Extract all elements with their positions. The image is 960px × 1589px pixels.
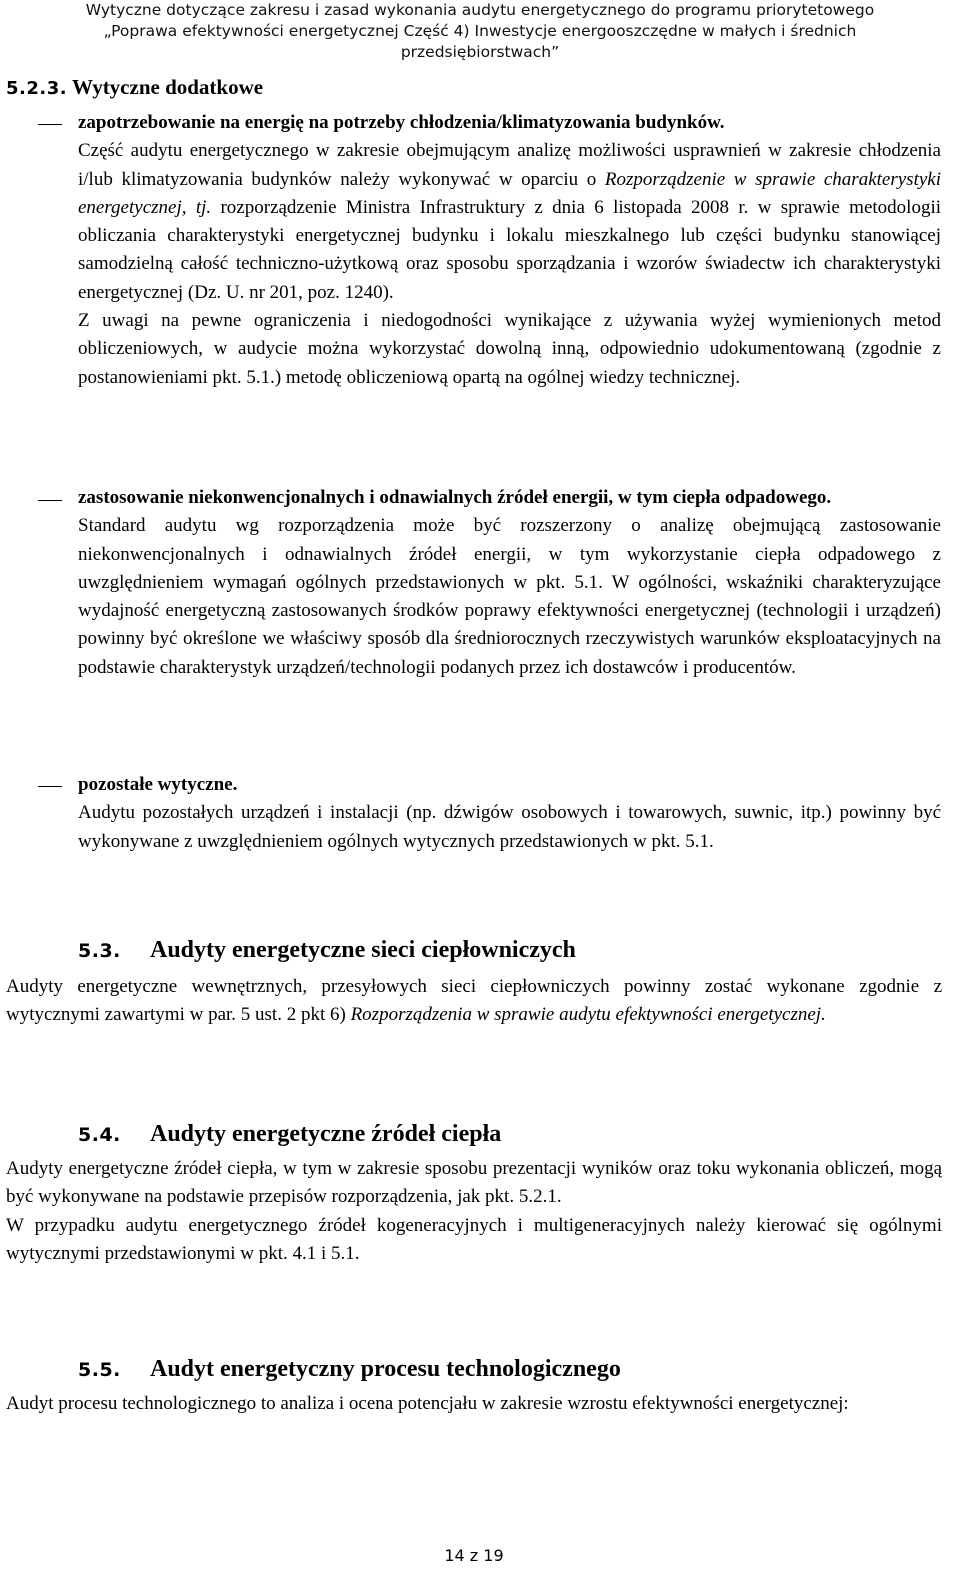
- bullet-dash: [38, 124, 62, 125]
- section-heading-5-4: 5.4. Audyty energetyczne źródeł ciepła: [78, 1121, 502, 1147]
- paragraph: Standard audytu wg rozporządzenia może być rozszerzony o analizę obejmującą zastosowanie niekonwencjonalnych i odnawialnych źródeł energii, w tym wykorzystanie ciepła odpadowego z uwzględnieniem wymagań ogólnych przedstawionych w pkt. 5.1. W ogólności, wskaźniki charakteryzujące wydajność energetyczną zastosowanych środków poprawy efektywności energetycznej (technologii i urządzeń) powinny być określone we właściwy sposób dla średniorocznych rzeczywistych warunków eksploatacyjnych na podstawie charakterystyk urządzeń/technologii podanych przez ich dostawców i producentów.: [78, 515, 941, 678]
- section-5-5-body: [6, 1390, 942, 1418]
- paragraph: Część audytu energetycznego w zakresie obejmującym analizę możliwości usprawnień w zakresie chłodzenia i/lub klimatyzowania budynków należy wykonywać w oparciu o Rozporządzenie w sprawie charakterystyki energetycznej, tj. rozporządzenie Ministra Infrastruktury z dnia 6 listopada 2008 r. w sprawie metodologii obliczania charakterystyki energetycznej budynku i lokalu mieszkalnego lub części budynku stanowiącej samodzielną całość techniczno-użytkową oraz sposobu sporządzania i wzorów świadectw ich charakterystyki energetycznej (Dz. U. nr 201, poz. 1240).: [78, 140, 942, 303]
- item-renewables: [78, 484, 941, 682]
- paragraph: W przypadku audytu energetycznego źródeł kogeneracyjnych i multigeneracyjnych należy kierować się ogólnymi wytycznymi przedstawionymi w pkt. 4.1 i 5.1.: [6, 1214, 942, 1264]
- section-number: 5.2.3.: [6, 78, 68, 99]
- paragraph: Z uwagi na pewne ograniczenia i niedogodności wynikające z używania wyżej wymienionych metod obliczeniowych, w audycie można wykorzystać dowolną inną, odpowiednio udokumentowaną (zgodnie z postanowieniami pkt. 5.1.) metodę obliczeniową opartą na ogólnej wiedzy technicznej.: [78, 310, 941, 388]
- section-heading-5-2-3: [6, 74, 263, 102]
- item-cooling: [78, 109, 941, 392]
- section-heading-5-3: 5.3. Audyty energetyczne sieci ciepłowniczych: [78, 937, 576, 963]
- page-header: [40, 0, 920, 63]
- paragraph: Audyty energetyczne wewnętrznych, przesyłowych sieci ciepłowniczych powinny zostać wykonane zgodnie z wytycznymi zawartymi w par. 5 ust. 2 pkt 6) Rozporządzenia w sprawie audytu efektywności energetycznej.: [6, 976, 942, 1026]
- paragraph: Audyty energetyczne źródeł ciepła, w tym w zakresie sposobu prezentacji wyników oraz toku wykonania obliczeń, mogą być wykonywane na podstawie przepisów rozporządzenia, jak pkt. 5.2.1.: [6, 1158, 942, 1208]
- paragraph: Audyt procesu technologicznego to analiza i ocena potencjału w zakresie wzrostu efektywności energetycznej:: [6, 1393, 849, 1414]
- header-line-3: przedsiębiorstwach”: [400, 43, 560, 61]
- page-number: 14 z 19: [444, 1546, 504, 1565]
- item-title: pozostałe wytyczne.: [78, 774, 238, 795]
- section-5-3-body: [6, 973, 942, 1030]
- item-other: [78, 771, 941, 856]
- section-title: Wytyczne dodatkowe: [71, 75, 264, 99]
- section-heading-5-5: 5.5. Audyt energetyczny procesu technologicznego: [78, 1356, 621, 1382]
- item-title: zastosowanie niekonwencjonalnych i odnawialnych źródeł energii, w tym ciepła odpadowego.: [78, 487, 832, 508]
- bullet-dash: [38, 786, 62, 787]
- section-5-4-body: [6, 1155, 942, 1268]
- header-line-1: Wytyczne dotyczące zakresu i zasad wykonania audytu energetycznego do programu priorytetowego: [85, 1, 875, 19]
- bullet-dash: [38, 500, 62, 501]
- item-title: zapotrzebowanie na energię na potrzeby chłodzenia/klimatyzowania budynków.: [78, 112, 725, 133]
- paragraph: Audytu pozostałych urządzeń i instalacji (np. dźwigów osobowych i towarowych, suwnic, itp.) powinny być wykonywane z uwzględnieniem ogólnych wytycznych przedstawionych w pkt. 5.1.: [78, 802, 941, 852]
- header-line-2: „Poprawa efektywności energetycznej Część 4) Inwestycje energooszczędne w małych i średnich: [103, 22, 857, 40]
